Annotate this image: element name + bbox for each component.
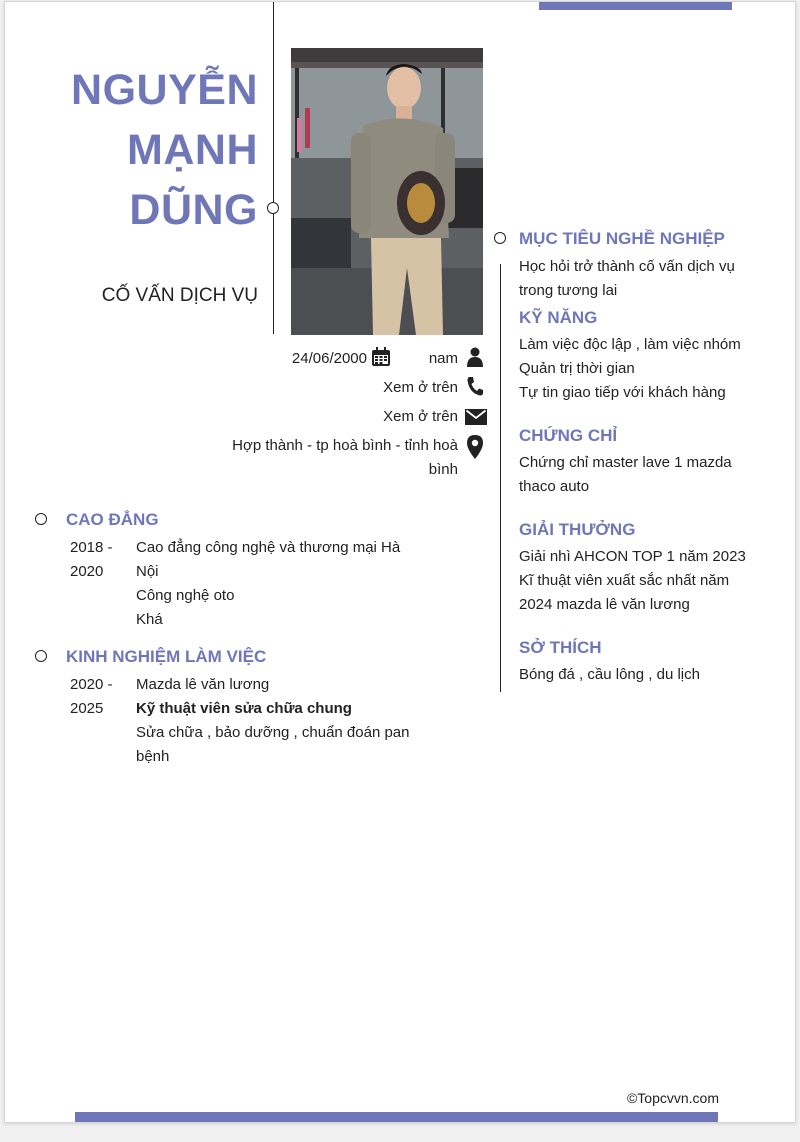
experience-desc-line-1: Sửa chữa , bảo dưỡng , chuẩn đoán pan (136, 724, 410, 741)
person-icon (466, 347, 484, 367)
profile-photo (291, 48, 483, 335)
education-grade: Khá (136, 611, 163, 628)
education-major: Công nghệ oto (136, 587, 235, 604)
education-school-line-2: Nội (136, 563, 159, 580)
award-line-1: Giải nhì AHCON TOP 1 năm 2023 (519, 548, 746, 565)
certificate-line-1: Chứng chỉ master lave 1 mazda (519, 454, 732, 471)
address-line-2: bình (428, 461, 458, 478)
award-line-3: 2024 mazda lê văn lương (519, 596, 690, 613)
education-year-end: 2020 (70, 563, 104, 580)
email: Xem ở trên (383, 408, 458, 425)
map-pin-icon (467, 435, 483, 459)
experience-company: Mazda lê văn lương (136, 676, 270, 693)
skill-item-1: Làm việc độc lập , làm việc nhóm (519, 336, 741, 353)
skill-item-3: Tự tin giao tiếp với khách hàng (519, 384, 726, 401)
hobbies-title: SỞ THÍCH (519, 638, 602, 657)
job-title: CỐ VẤN DỊCH VỤ (101, 285, 258, 306)
experience-position: Kỹ thuật viên sửa chữa chung (136, 700, 352, 717)
name-line-2: MẠNH (127, 126, 258, 174)
certificates-title: CHỨNG CHỈ (519, 426, 618, 445)
education-year-start: 2018 - (70, 539, 113, 556)
cv-page (4, 1, 796, 1123)
name-line-1: NGUYỄN (71, 66, 258, 114)
skills-title: KỸ NĂNG (519, 308, 598, 327)
objective-line-1: Học hỏi trở thành cố vấn dịch vụ (519, 258, 735, 275)
objective-title: MỤC TIÊU NGHỀ NGHIỆP (519, 229, 725, 248)
phone-icon (466, 376, 484, 396)
awards-title: GIẢI THƯỞNG (519, 520, 636, 539)
hobbies-text: Bóng đá , cầu lông , du lịch (519, 666, 700, 683)
address (205, 434, 458, 482)
objective-line-2: trong tương lai (519, 282, 618, 299)
top-accent-bar (539, 2, 732, 10)
calendar-icon (371, 347, 391, 367)
address-line-1: Hợp thành - tp hoà bình - tỉnh hoà (232, 437, 458, 454)
birthday: 24/06/2000 (291, 350, 367, 367)
timeline-marker-name (267, 202, 279, 214)
timeline-divider-top (273, 2, 274, 334)
certificate-line-2: thaco auto (519, 478, 590, 495)
experience-year-end: 2025 (70, 700, 104, 717)
experience-desc-line-2: bệnh (136, 748, 170, 765)
award-line-2: Kĩ thuật viên xuất sắc nhất năm (519, 572, 730, 589)
footer-copyright: ©Topcvvn.com (626, 1090, 719, 1106)
education-title: CAO ĐẲNG (66, 510, 159, 529)
timeline-marker-experience (35, 650, 47, 662)
envelope-icon (465, 409, 487, 425)
skill-item-2: Quản trị thời gian (519, 360, 635, 377)
full-name (25, 60, 258, 240)
phone: Xem ở trên (383, 379, 458, 396)
timeline-divider-right (500, 264, 501, 692)
experience-year-start: 2020 - (70, 676, 113, 693)
timeline-marker-objective (494, 232, 506, 244)
name-line-3: DŨNG (129, 186, 258, 234)
bottom-accent-bar (75, 1112, 718, 1122)
experience-title: KINH NGHIỆM LÀM VIỆC (66, 647, 267, 666)
education-school-line-1: Cao đẳng công nghệ và thương mại Hà (136, 539, 401, 556)
timeline-marker-education (35, 513, 47, 525)
gender: nam (428, 350, 458, 367)
